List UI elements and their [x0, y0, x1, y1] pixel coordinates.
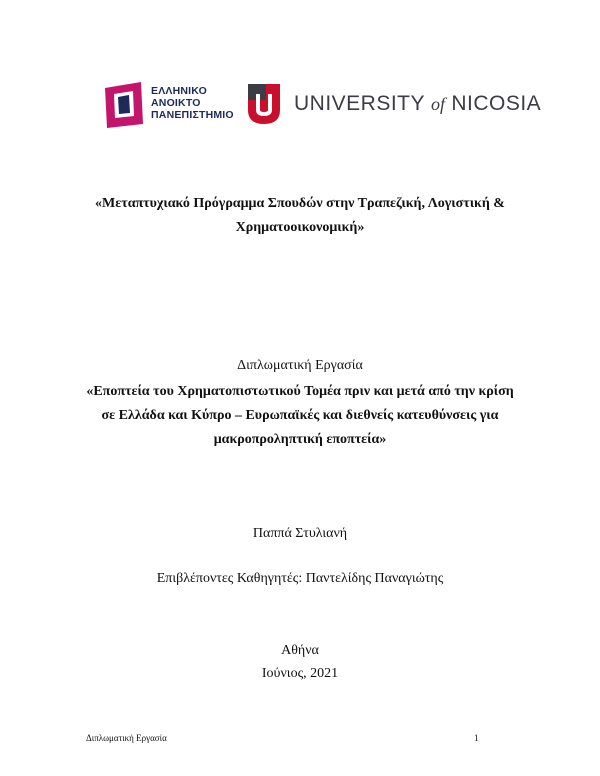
hou-logo-text — [151, 85, 234, 121]
program-title — [60, 192, 540, 240]
thesis-label: Διπλωματική Εργασία — [237, 358, 363, 373]
thesis-title — [60, 380, 540, 452]
university-of-nicosia-logo — [246, 82, 542, 128]
date: Ιούνιος, 2021 — [261, 666, 339, 681]
unic-logo-text: UNIVERSITY of NICOSIA — [294, 92, 542, 115]
city: Αθήνα — [281, 643, 319, 658]
thesis-title-line: μακροπροληπτική εποπτεία» — [213, 432, 387, 447]
program-title-line: Χρηματοοικονομική» — [235, 220, 365, 235]
thesis-title-line: σε Ελλάδα και Κύπρο – Ευρωπαϊκές και διεθνείς κατευθύνσεις για — [101, 408, 499, 423]
unic-shield-icon — [246, 82, 282, 126]
hou-emblem-icon — [103, 80, 147, 130]
footer-document-type: Διπλωματική Εργασία — [86, 733, 167, 743]
thesis-title-line: «Εποπτεία του Χρηματοπιστωτικού Τομέα πριν και μετά από την κρίση — [86, 384, 514, 399]
supervisor: Επιβλέποντες Καθηγητές: Παντελίδης Παναγιώτης — [156, 571, 444, 586]
program-title-line: «Μεταπτυχιακό Πρόγραμμα Σπουδών στην Τραπεζική, Λογιστική & — [95, 196, 505, 211]
author-name: Παππά Στυλιανή — [252, 526, 348, 541]
hellenic-open-university-logo — [103, 78, 234, 132]
hou-logo-line: ΑΝΟΙΚΤΟ — [151, 97, 201, 109]
footer-page-number: 1 — [474, 733, 479, 743]
hou-logo-line: ΕΛΛΗΝΙΚΟ — [151, 85, 207, 97]
hou-logo-line: ΠΑΝΕΠΙΣΤΗΜΙΟ — [151, 109, 234, 121]
header-logos — [0, 78, 600, 134]
